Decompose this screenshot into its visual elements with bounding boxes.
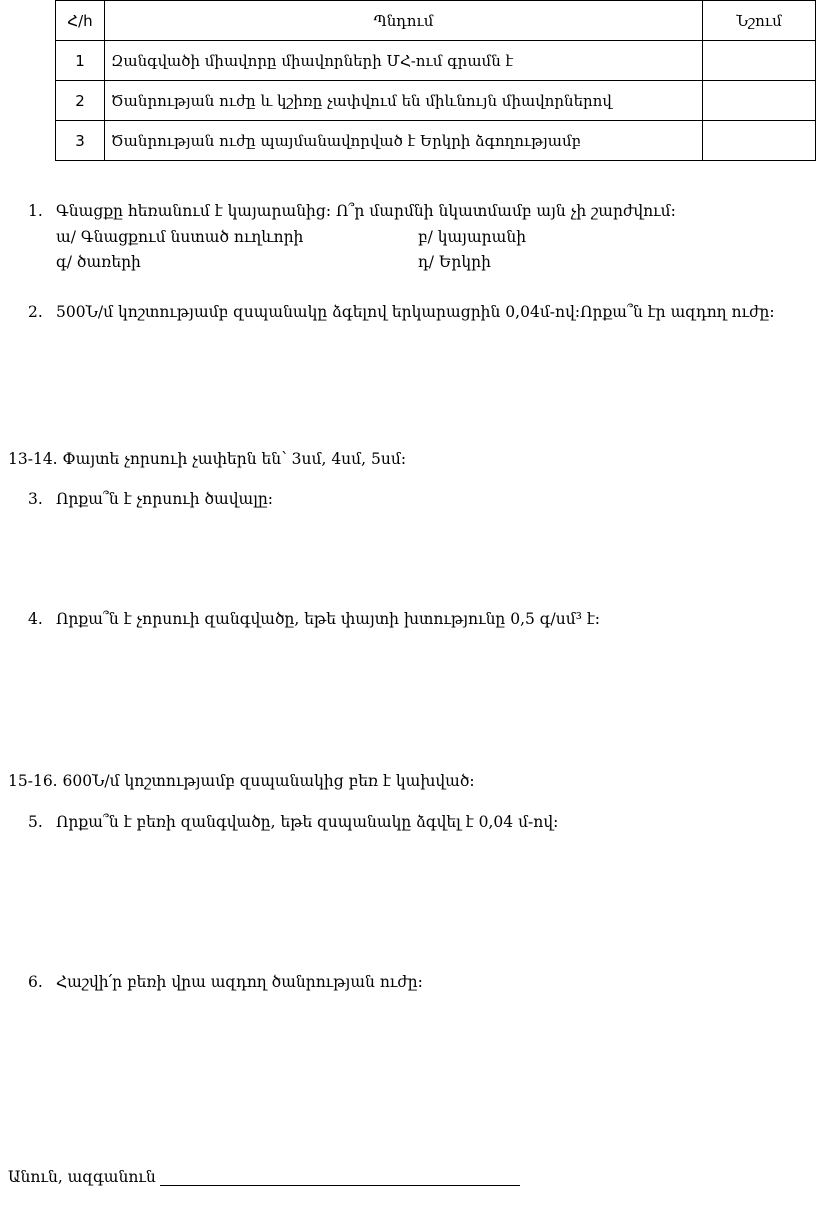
row-statement: Ծանրության ուժը և կշիռը չափվում են միևնույն միավորներով bbox=[105, 81, 703, 121]
question-1-option-c: գ/ ծառերի bbox=[56, 253, 141, 271]
question-4-text: Որքա՞ն է չորսուի զանգվածը, եթե փայտի խտությունը 0,5 գ/սմ³ է: bbox=[56, 610, 601, 628]
question-1-option-b: բ/ կայարանի bbox=[418, 228, 527, 246]
statements-table bbox=[55, 0, 816, 161]
block-15-16-label: 15-16. 600Ն/մ կոշտությամբ զսպանակից բեռ է կախված: bbox=[8, 772, 475, 790]
question-2-number: 2. bbox=[28, 303, 43, 321]
name-field-row bbox=[8, 1168, 520, 1186]
question-2-text: 500Ն/մ կոշտությամբ զսպանակը ձգելով երկարացրին 0,04մ-ով:Որքա՞ն էր ազդող ուժը: bbox=[56, 303, 775, 321]
row-note-cell[interactable] bbox=[703, 121, 816, 161]
question-6-number: 6. bbox=[28, 973, 43, 991]
table-row bbox=[56, 121, 816, 161]
row-num: 1 bbox=[56, 41, 105, 81]
header-statement: Պնդում bbox=[105, 1, 703, 41]
row-statement: Զանգվածի միավորը միավորների ՄՀ-ում գրամն է bbox=[105, 41, 703, 81]
question-1-number: 1. bbox=[28, 202, 43, 220]
question-3-text: Որքա՞ն է չորսուի ծավալը: bbox=[56, 490, 274, 508]
header-num: Հ/հ bbox=[56, 1, 105, 41]
question-4-number: 4. bbox=[28, 610, 43, 628]
row-statement: Ծանրության ուժը պայմանավորված է Երկրի ձգողությամբ bbox=[105, 121, 703, 161]
table-header-row bbox=[56, 1, 816, 41]
question-3-number: 3. bbox=[28, 490, 43, 508]
name-input-line[interactable] bbox=[160, 1171, 520, 1186]
question-1-option-a: ա/ Գնացքում նստած ուղևորի bbox=[56, 228, 304, 246]
row-note-cell[interactable] bbox=[703, 81, 816, 121]
row-num: 2 bbox=[56, 81, 105, 121]
row-num: 3 bbox=[56, 121, 105, 161]
question-6-text: Հաշվի՛ր բեռի վրա ազդող ծանրության ուժը: bbox=[56, 973, 423, 991]
block-13-14-label: 13-14. Փայտե չորսուի չափերն են՝ 3սմ, 4սմ, 5սմ: bbox=[8, 450, 407, 468]
table-row bbox=[56, 41, 816, 81]
question-1-text: Գնացքը հեռանում է կայարանից: Ո՞ր մարմնի նկատմամբ այն չի շարժվում: bbox=[56, 202, 676, 220]
table-row bbox=[56, 81, 816, 121]
question-5-text: Որքա՞ն է բեռի զանգվածը, եթե զսպանակը ձգվել է 0,04 մ-ով: bbox=[56, 813, 559, 831]
row-note-cell[interactable] bbox=[703, 41, 816, 81]
question-1-option-d: դ/ Երկրի bbox=[418, 253, 491, 271]
header-note: Նշում bbox=[703, 1, 816, 41]
name-label: Անուն, ազգանուն bbox=[8, 1168, 156, 1186]
question-5-number: 5. bbox=[28, 813, 43, 831]
